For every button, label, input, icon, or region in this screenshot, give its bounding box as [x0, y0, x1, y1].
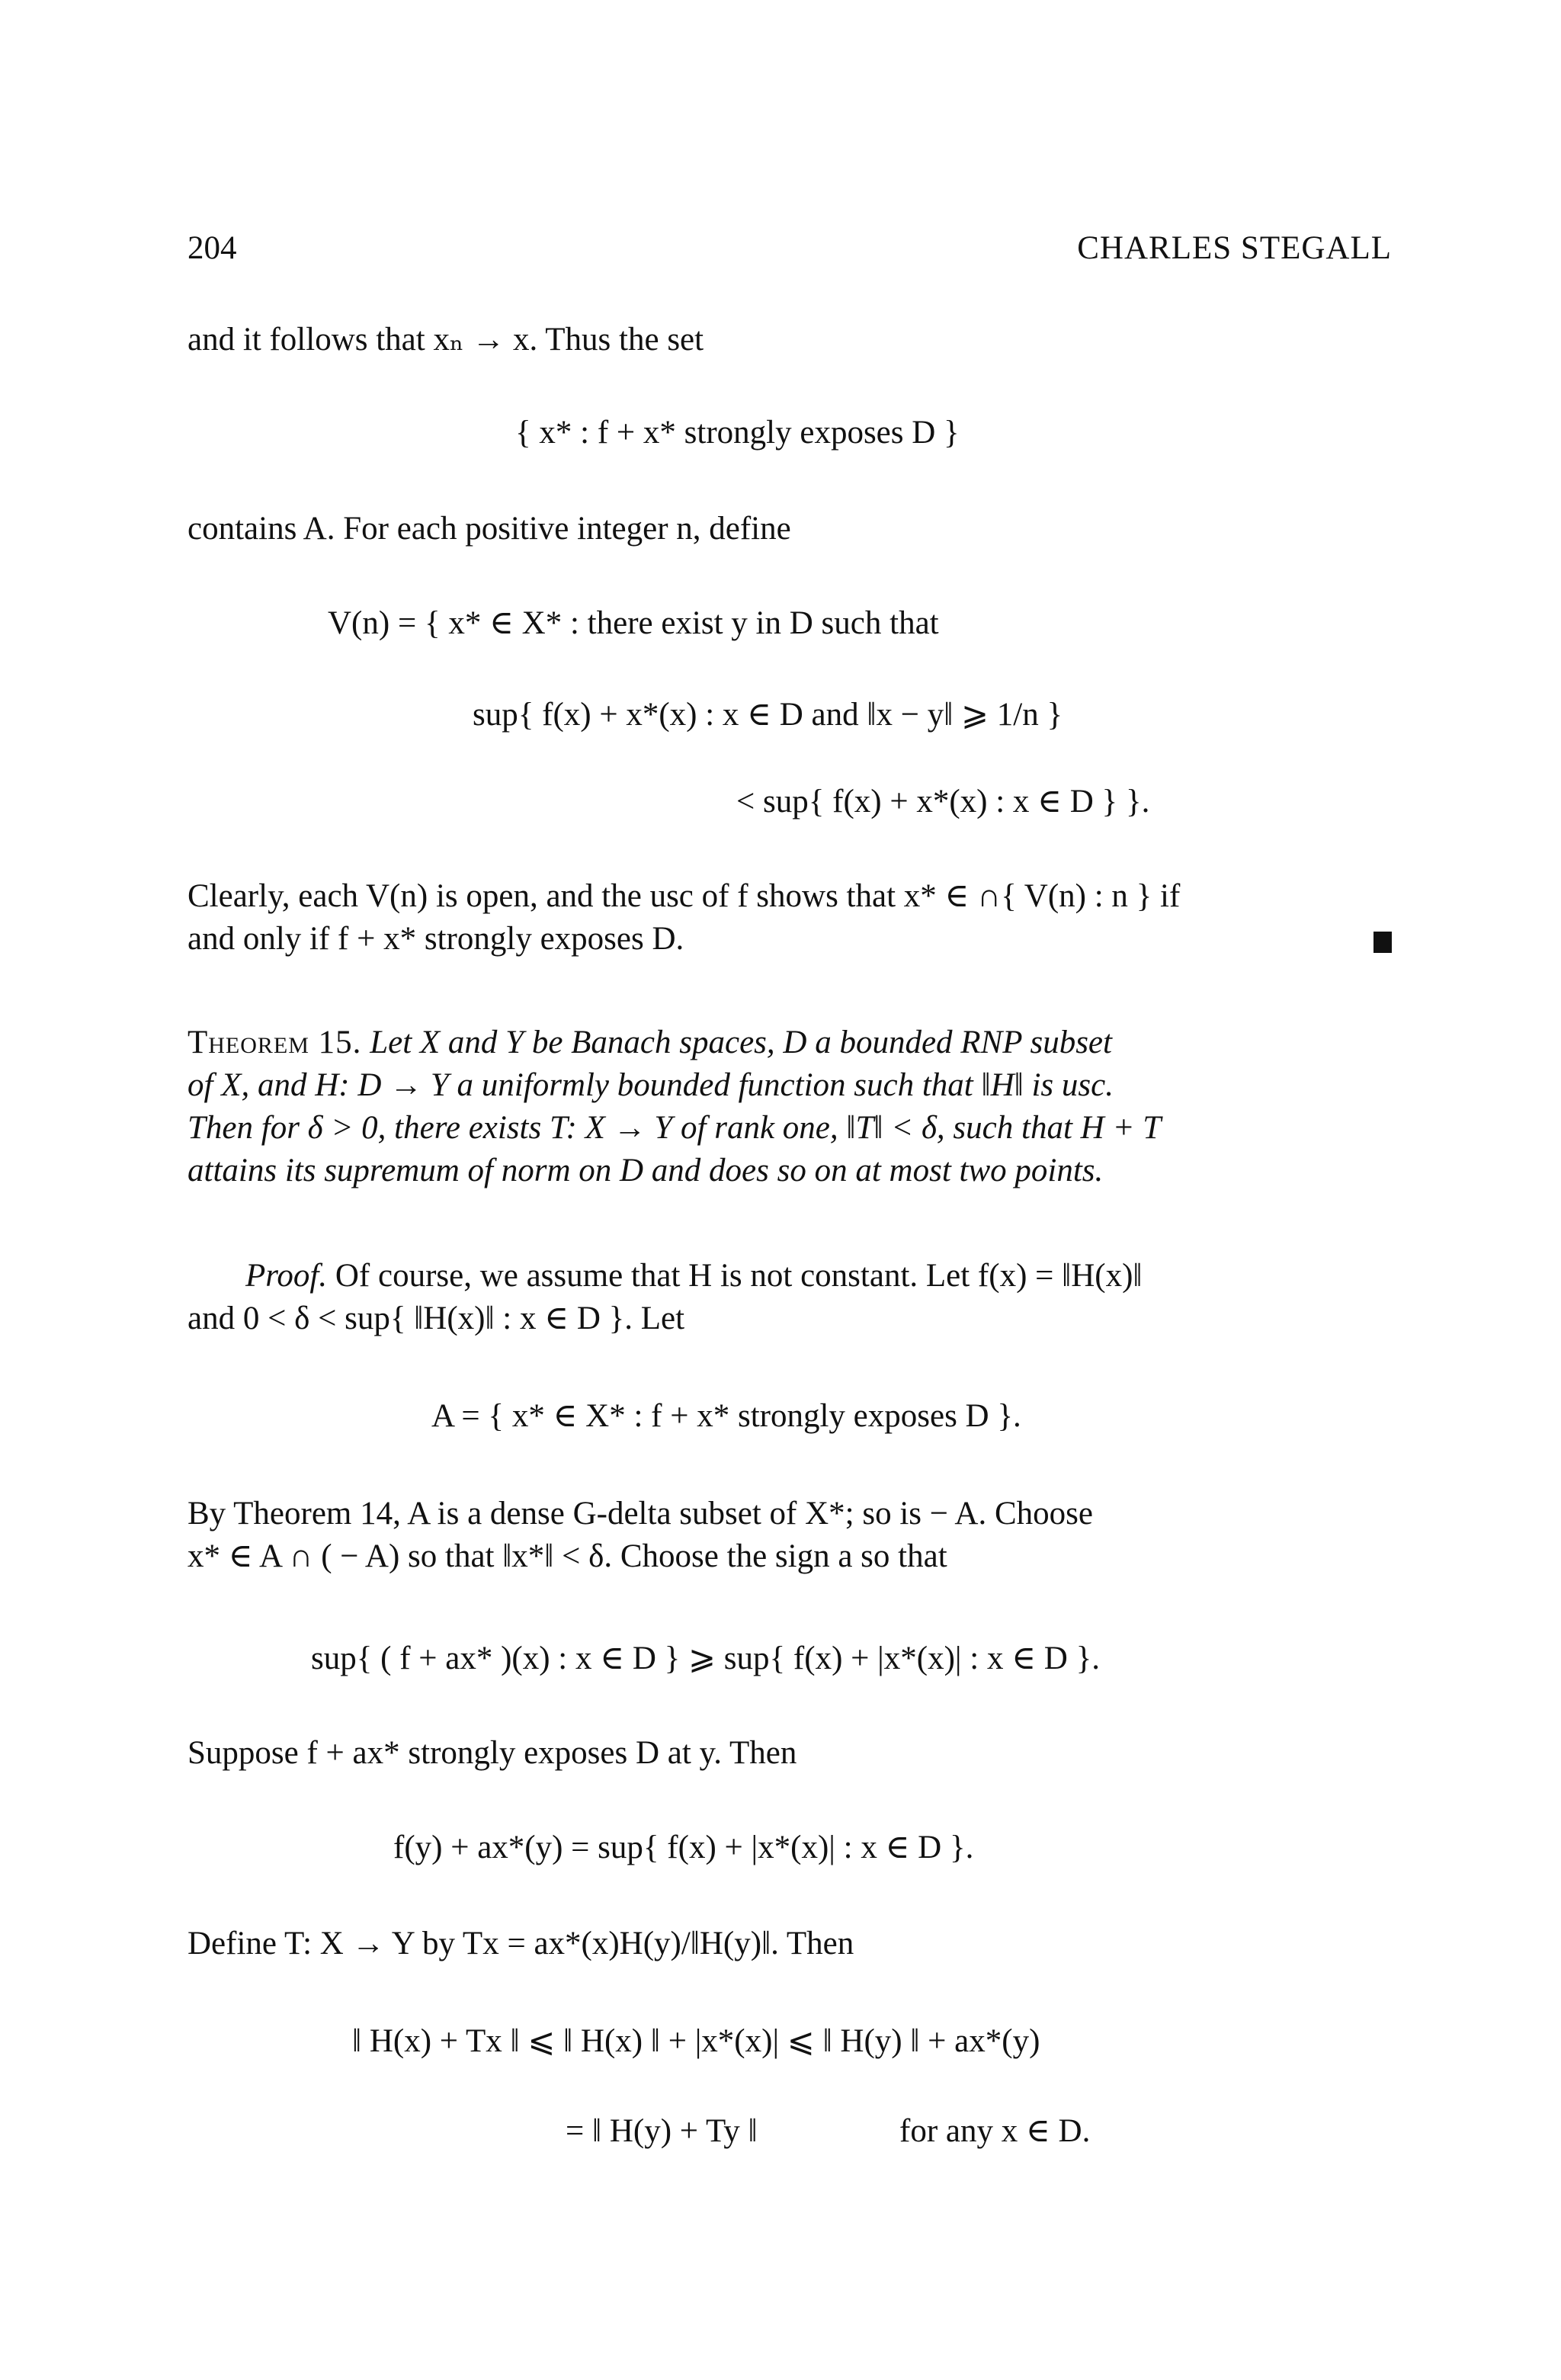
equation-norm-inequality-line2: = ‖ H(y) + Ty ‖ — [566, 2113, 758, 2149]
equation-v-n-line2: sup{ f(x) + x*(x) : x ∈ D and ‖x − y‖ ⩾ 1/n } — [473, 697, 1063, 733]
paragraph-theorem-14-line1: By Theorem 14, A is a dense G-delta subset of X*; so is − A. Choose — [188, 1496, 1093, 1532]
paragraph-contains: contains A. For each positive integer n, define — [188, 511, 791, 547]
equation-v-n-line3: < sup{ f(x) + x*(x) : x ∈ D } }. — [736, 784, 1150, 820]
theorem-text-line3: Then for δ > 0, there exists T: X → Y of rank one, ‖T‖ < δ, such that H + T — [188, 1110, 1162, 1146]
paragraph-clearly-line2: and only if f + x* strongly exposes D. — [188, 921, 684, 957]
equation-a-definition: A = { x* ∈ X* : f + x* strongly exposes D }. — [431, 1398, 1021, 1434]
theorem-text-line1: Let X and Y be Banach spaces, D a bounded RNP subset — [370, 1025, 1112, 1060]
paragraph-define-t: Define T: X → Y by Tx = ax*(x)H(y)/‖H(y)‖. Then — [188, 1926, 854, 1961]
theorem-15 — [188, 1022, 1392, 1192]
theorem-text-line2: of X, and H: D → Y a uniformly bounded function such that ‖H‖ is usc. — [188, 1067, 1114, 1103]
paragraph-theorem-14-line2: x* ∈ A ∩ ( − A) so that ‖x*‖ < δ. Choose the sign a so that — [188, 1538, 947, 1574]
equation-norm-inequality-line1: ‖ H(x) + Tx ‖ ⩽ ‖ H(x) ‖ + |x*(x)| ⩽ ‖ H(y) ‖ + ax*(y) — [352, 2023, 1040, 2059]
paragraph-clearly — [188, 875, 1392, 961]
paragraph-intro: and it follows that xₙ → x. Thus the set — [188, 322, 704, 358]
proof-text-line1: Of course, we assume that H is not constant. Let f(x) = ‖H(x)‖ — [335, 1258, 1143, 1294]
equation-sup-at-y: f(y) + ax*(y) = sup{ f(x) + |x*(x)| : x ∈ D }. — [393, 1830, 974, 1865]
equation-v-n-line1: V(n) = { x* ∈ X* : there exist y in D such that — [328, 605, 939, 641]
paragraph-suppose: Suppose f + ax* strongly exposes D at y. Then — [188, 1735, 797, 1771]
theorem-text-line4: attains its supremum of norm on D and does so on at most two points. — [188, 1153, 1104, 1188]
page-number: 204 — [188, 230, 237, 266]
paragraph-theorem-14 — [188, 1493, 1392, 1578]
qed-square-icon — [1373, 932, 1392, 953]
proof — [188, 1255, 1392, 1340]
proof-text-line2: and 0 < δ < sup{ ‖H(x)‖ : x ∈ D }. Let — [188, 1301, 685, 1336]
equation-set: { x* : f + x* strongly exposes D } — [515, 415, 960, 451]
theorem-label: Theorem 15. — [188, 1025, 362, 1060]
paragraph-clearly-line1: Clearly, each V(n) is open, and the usc of f shows that x* ∈ ∩{ V(n) : n } if — [188, 878, 1181, 914]
running-head-author: CHARLES STEGALL — [1077, 230, 1392, 266]
equation-norm-inequality-condition: for any x ∈ D. — [899, 2113, 1091, 2149]
equation-sign-choice: sup{ ( f + ax* )(x) : x ∈ D } ⩾ sup{ f(x) + |x*(x)| : x ∈ D }. — [311, 1641, 1100, 1676]
proof-label: Proof. — [245, 1258, 328, 1294]
